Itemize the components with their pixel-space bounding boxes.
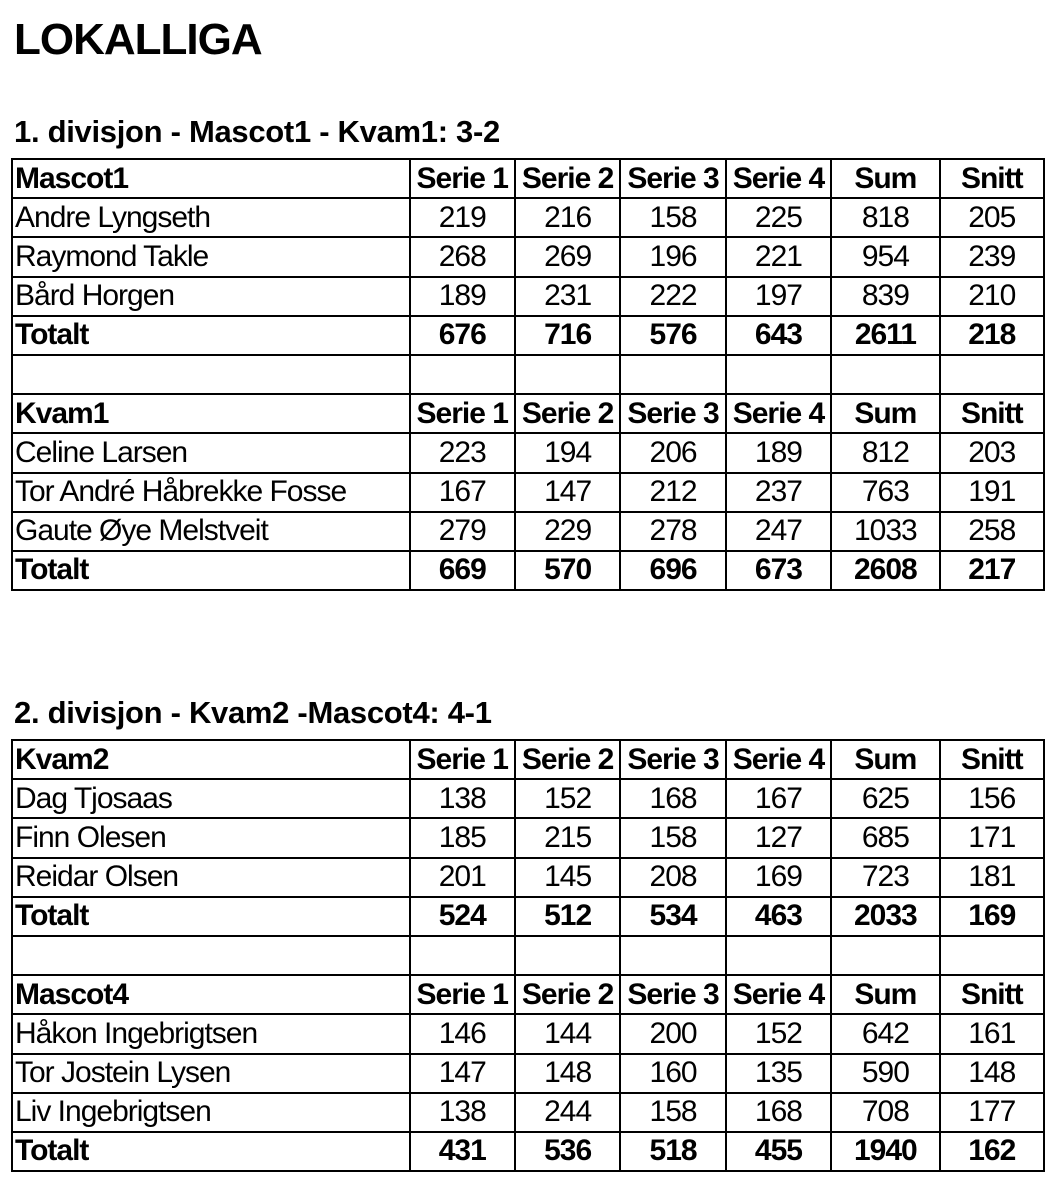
team-header-row [12,740,1044,779]
player-name: Gaute Øye Melstveit [12,512,410,551]
division-2-table [11,739,1045,1172]
division-2-heading: 2. divisjon - Kvam2 -Mascot4: 4-1 [14,695,492,730]
column-header: Serie 2 [515,159,620,198]
player-row [12,1093,1044,1132]
total-label: Totalt [12,897,410,936]
score-cell: 818 [831,198,939,237]
score-cell: 146 [410,1014,515,1053]
score-cell: 194 [515,433,620,472]
column-header: Serie 3 [620,740,725,779]
score-cell: 161 [940,1014,1044,1053]
score-cell: 954 [831,237,939,276]
column-header: Serie 1 [410,740,515,779]
score-cell: 763 [831,473,939,512]
total-cell: 518 [620,1132,725,1171]
score-cell: 222 [620,277,725,316]
score-cell: 171 [940,818,1044,857]
score-cell: 169 [726,858,831,897]
empty-cell [940,936,1044,975]
total-label: Totalt [12,316,410,355]
column-header: Snitt [940,159,1044,198]
player-name: Liv Ingebrigtsen [12,1093,410,1132]
column-header: Serie 4 [726,740,831,779]
column-header: Serie 2 [515,975,620,1014]
score-cell: 135 [726,1054,831,1093]
total-cell: 676 [410,316,515,355]
division-2-table-body [12,740,1044,1171]
team-name: Kvam1 [12,394,410,433]
player-name: Bård Horgen [12,277,410,316]
total-cell: 534 [620,897,725,936]
column-header: Serie 1 [410,975,515,1014]
player-row [12,198,1044,237]
score-cell: 158 [620,198,725,237]
score-cell: 158 [620,1093,725,1132]
score-cell: 138 [410,779,515,818]
player-name: Finn Olesen [12,818,410,857]
player-name: Celine Larsen [12,433,410,472]
score-cell: 147 [515,473,620,512]
column-header: Serie 3 [620,159,725,198]
empty-cell [620,355,725,394]
column-header: Serie 3 [620,975,725,1014]
score-cell: 258 [940,512,1044,551]
team-header-row [12,975,1044,1014]
player-name: Reidar Olsen [12,858,410,897]
team-name: Kvam2 [12,740,410,779]
score-cell: 185 [410,818,515,857]
total-cell: 643 [726,316,831,355]
total-cell: 716 [515,316,620,355]
score-cell: 208 [620,858,725,897]
score-cell: 221 [726,237,831,276]
score-cell: 144 [515,1014,620,1053]
player-row [12,1014,1044,1053]
player-row [12,433,1044,472]
score-cell: 231 [515,277,620,316]
total-row [12,316,1044,355]
score-cell: 167 [726,779,831,818]
score-cell: 278 [620,512,725,551]
total-row [12,551,1044,590]
score-cell: 201 [410,858,515,897]
score-cell: 177 [940,1093,1044,1132]
score-cell: 206 [620,433,725,472]
column-header: Serie 1 [410,394,515,433]
player-name: Tor Jostein Lysen [12,1054,410,1093]
score-cell: 189 [726,433,831,472]
column-header: Serie 2 [515,740,620,779]
score-cell: 708 [831,1093,939,1132]
score-cell: 181 [940,858,1044,897]
score-cell: 145 [515,858,620,897]
empty-cell [12,936,410,975]
score-cell: 138 [410,1093,515,1132]
score-cell: 191 [940,473,1044,512]
column-header: Serie 3 [620,394,725,433]
player-row [12,818,1044,857]
total-cell: 169 [940,897,1044,936]
player-name: Raymond Takle [12,237,410,276]
total-cell: 2611 [831,316,939,355]
empty-cell [620,936,725,975]
empty-cell [515,936,620,975]
score-cell: 239 [940,237,1044,276]
empty-cell [940,355,1044,394]
score-cell: 212 [620,473,725,512]
column-header: Serie 4 [726,394,831,433]
team-header-row [12,394,1044,433]
spacer-row [12,936,1044,975]
player-row [12,1054,1044,1093]
column-header: Snitt [940,975,1044,1014]
empty-cell [410,936,515,975]
column-header: Snitt [940,740,1044,779]
score-cell: 244 [515,1093,620,1132]
column-header: Sum [831,394,939,433]
division-1-heading: 1. divisjon - Mascot1 - Kvam1: 3-2 [14,114,500,149]
player-row [12,473,1044,512]
team-header-row [12,159,1044,198]
score-cell: 812 [831,433,939,472]
column-header: Serie 1 [410,159,515,198]
division-1-table [11,158,1045,591]
score-cell: 219 [410,198,515,237]
empty-cell [726,936,831,975]
player-name: Dag Tjosaas [12,779,410,818]
score-cell: 839 [831,277,939,316]
total-cell: 570 [515,551,620,590]
total-cell: 669 [410,551,515,590]
score-cell: 203 [940,433,1044,472]
division-1-table-body [12,159,1044,590]
player-name: Andre Lyngseth [12,198,410,237]
score-cell: 158 [620,818,725,857]
score-cell: 160 [620,1054,725,1093]
team-name: Mascot1 [12,159,410,198]
page-title: LOKALLIGA [14,15,262,64]
score-cell: 156 [940,779,1044,818]
total-cell: 2608 [831,551,939,590]
score-cell: 269 [515,237,620,276]
score-cell: 723 [831,858,939,897]
score-cell: 1033 [831,512,939,551]
player-name: Tor André Håbrekke Fosse [12,473,410,512]
score-cell: 225 [726,198,831,237]
total-label: Totalt [12,1132,410,1171]
total-row [12,1132,1044,1171]
score-cell: 205 [940,198,1044,237]
score-cell: 642 [831,1014,939,1053]
player-row [12,277,1044,316]
empty-cell [831,936,939,975]
score-cell: 215 [515,818,620,857]
total-cell: 217 [940,551,1044,590]
score-cell: 148 [940,1054,1044,1093]
column-header: Sum [831,159,939,198]
score-cell: 196 [620,237,725,276]
score-cell: 223 [410,433,515,472]
score-cell: 167 [410,473,515,512]
score-cell: 168 [620,779,725,818]
score-cell: 216 [515,198,620,237]
empty-cell [726,355,831,394]
empty-cell [410,355,515,394]
empty-cell [12,355,410,394]
score-cell: 229 [515,512,620,551]
total-cell: 696 [620,551,725,590]
player-row [12,237,1044,276]
total-cell: 1940 [831,1132,939,1171]
column-header: Snitt [940,394,1044,433]
score-cell: 279 [410,512,515,551]
player-row [12,512,1044,551]
column-header: Serie 4 [726,975,831,1014]
column-header: Sum [831,975,939,1014]
score-cell: 127 [726,818,831,857]
total-cell: 536 [515,1132,620,1171]
empty-cell [831,355,939,394]
column-header: Sum [831,740,939,779]
spacer-row [12,355,1044,394]
total-cell: 2033 [831,897,939,936]
score-cell: 189 [410,277,515,316]
total-cell: 512 [515,897,620,936]
score-cell: 237 [726,473,831,512]
score-cell: 210 [940,277,1044,316]
score-cell: 152 [515,779,620,818]
score-cell: 147 [410,1054,515,1093]
total-cell: 576 [620,316,725,355]
score-cell: 152 [726,1014,831,1053]
player-row [12,858,1044,897]
score-cell: 268 [410,237,515,276]
score-cell: 197 [726,277,831,316]
score-cell: 625 [831,779,939,818]
total-cell: 162 [940,1132,1044,1171]
empty-cell [515,355,620,394]
total-cell: 463 [726,897,831,936]
player-name: Håkon Ingebrigtsen [12,1014,410,1053]
score-cell: 168 [726,1093,831,1132]
total-cell: 431 [410,1132,515,1171]
total-cell: 673 [726,551,831,590]
score-cell: 685 [831,818,939,857]
score-cell: 247 [726,512,831,551]
total-cell: 524 [410,897,515,936]
score-cell: 148 [515,1054,620,1093]
total-label: Totalt [12,551,410,590]
team-name: Mascot4 [12,975,410,1014]
total-cell: 218 [940,316,1044,355]
player-row [12,779,1044,818]
score-cell: 200 [620,1014,725,1053]
score-cell: 590 [831,1054,939,1093]
total-cell: 455 [726,1132,831,1171]
total-row [12,897,1044,936]
column-header: Serie 2 [515,394,620,433]
column-header: Serie 4 [726,159,831,198]
